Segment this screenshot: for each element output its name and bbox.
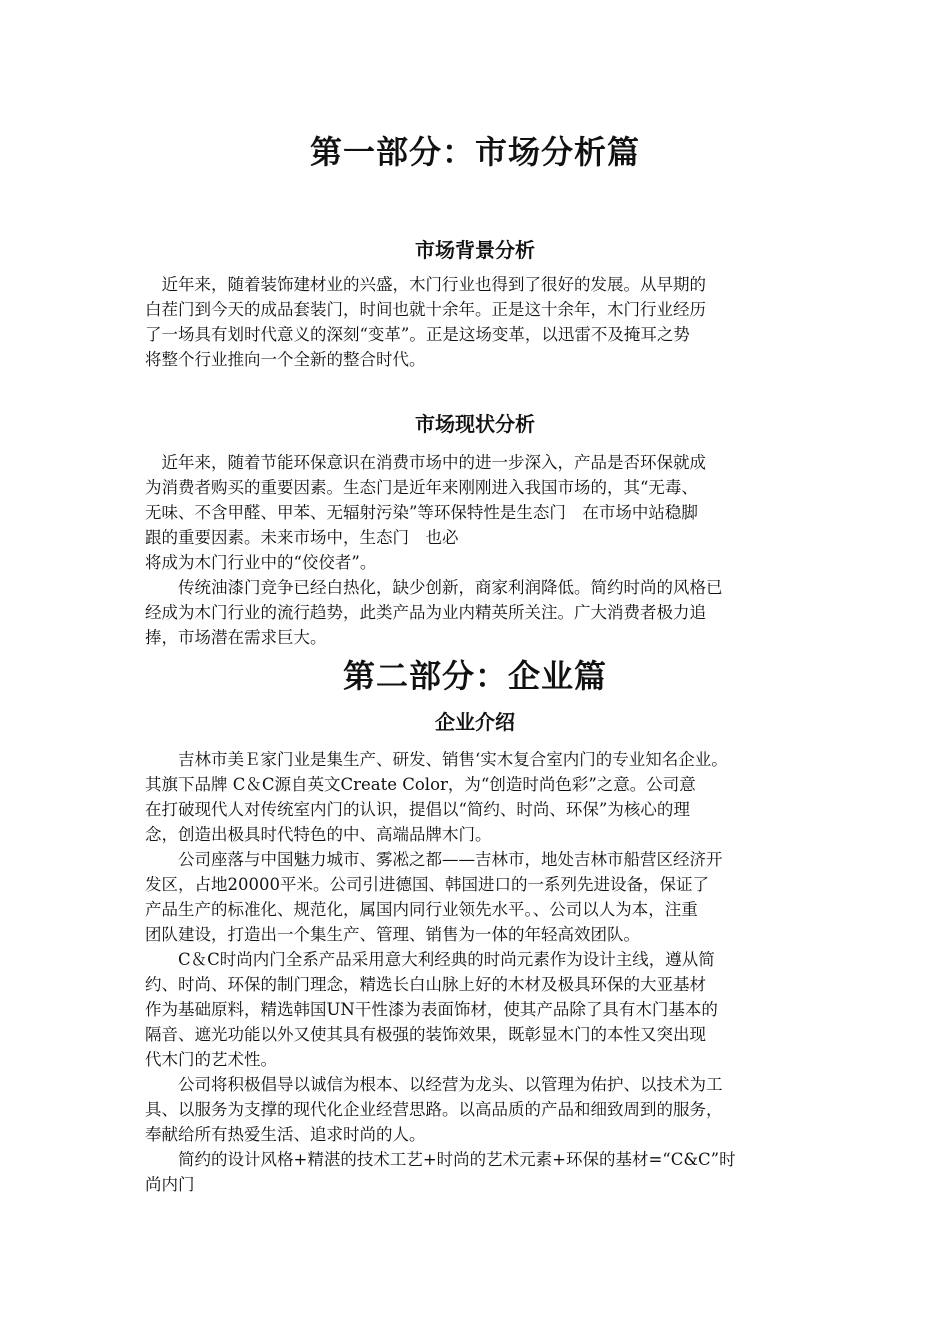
market-background-paragraph — [145, 272, 815, 372]
company-intro-heading: 企业介绍 — [435, 710, 515, 734]
paragraph-line: 念，创造出极具时代特色的中、高端品牌木门。 — [145, 825, 492, 844]
paragraph-line: 跟的重要因素。未来市场中，生态门 也必 — [145, 528, 459, 547]
paragraph-line: 吉林市美Ｅ家门业是集生产、研发、销售‘实木复合室内门的专业知名企业。 — [145, 750, 728, 769]
paragraph-line: 将整个行业推向一个全新的整合时代。 — [145, 350, 426, 369]
company-intro-paragraph — [145, 747, 815, 1197]
paragraph-line: 尚内门 — [145, 1175, 195, 1194]
market-background-heading: 市场背景分析 — [415, 238, 535, 262]
paragraph-line: 为消费者购买的重要因素。生态门是近年来刚刚进入我国市场的，其“无毒、 — [145, 478, 698, 497]
paragraph-line: 白茬门到今天的成品套装门，时间也就十余年。正是这十余年，木门行业经历 — [145, 300, 706, 319]
paragraph-line: C＆C时尚内门全系产品采用意大利经典的时尚元素作为设计主线，遵从简 — [145, 950, 715, 969]
paragraph-line: 无味、不含甲醛、甲苯、无辐射污染”等环保特性是生态门 在市场中站稳脚 — [145, 503, 698, 522]
paragraph-line: 经成为木门行业的流行趋势，此类产品为业内精英所关注。广大消费者极力追 — [145, 603, 706, 622]
paragraph-line: 简约的设计风格+精湛的技术工艺+时尚的艺术元素+环保的基材=“C&C”时 — [145, 1150, 736, 1169]
paragraph-line: 传统油漆门竞争已经白热化，缺少创新，商家利润降低。简约时尚的风格已 — [145, 578, 723, 597]
paragraph-line: 其旗下品牌 C＆C源自英文Create Color，为“创造时尚色彩”之意。公司意 — [145, 775, 696, 794]
part2-title: 第二部分：企业篇 — [342, 657, 607, 695]
paragraph-line: 隔音、遮光功能以外又使其具有极强的装饰效果，既彰显木门的本性又突出现 — [145, 1025, 706, 1044]
paragraph-line: 近年来，随着装饰建材业的兴盛，木门行业也得到了很好的发展。从早期的 — [145, 275, 706, 294]
paragraph-line: 发区，占地20000平米。公司引进德国、韩国进口的一系列先进设备，保证了 — [145, 875, 709, 894]
paragraph-line: 奉献给所有热爱生活、追求时尚的人。 — [145, 1125, 426, 1144]
market-status-heading: 市场现状分析 — [415, 412, 535, 436]
part1-title: 第一部分：市场分析篇 — [309, 133, 640, 171]
paragraph-line: 具、以服务为支撑的现代化企业经营思路。以高品质的产品和细致周到的服务， — [145, 1100, 723, 1119]
paragraph-line: 在打破现代人对传统室内门的认识，提倡以“简约、时尚、环保”为核心的理 — [145, 800, 690, 819]
market-status-paragraph — [145, 450, 815, 650]
paragraph-line: 团队建设，打造出一个集生产、管理、销售为一体的年轻高效团队。 — [145, 925, 640, 944]
paragraph-line: 了一场具有划时代意义的深刻“变革”。正是这场变革，以迅雷不及掩耳之势 — [145, 325, 690, 344]
paragraph-line: 捧，市场潜在需求巨大。 — [145, 628, 327, 647]
paragraph-line: 约、时尚、环保的制门理念，精选长白山脉上好的木材及极具环保的大亚基材 — [145, 975, 706, 994]
paragraph-line: 作为基础原料，精选韩国UN干性漆为表面饰材，使其产品除了具有木门基本的 — [145, 1000, 718, 1019]
paragraph-line: 产品生产的标准化、规范化，属国内同行业领先水平。、公司以人为本，注重 — [145, 900, 698, 919]
paragraph-line: 将成为木门行业中的“佼佼者”。 — [145, 553, 377, 572]
paragraph-line: 公司将积极倡导以诚信为根本、以经营为龙头、以管理为佑护、以技术为工 — [145, 1075, 723, 1094]
paragraph-line: 近年来，随着节能环保意识在消费市场中的进一步深入，产品是否环保就成 — [145, 453, 706, 472]
paragraph-line: 公司座落与中国魅力城市、雾凇之都——吉林市，地处吉林市船营区经济开 — [145, 850, 723, 869]
paragraph-line: 代木门的艺术性。 — [145, 1050, 277, 1069]
